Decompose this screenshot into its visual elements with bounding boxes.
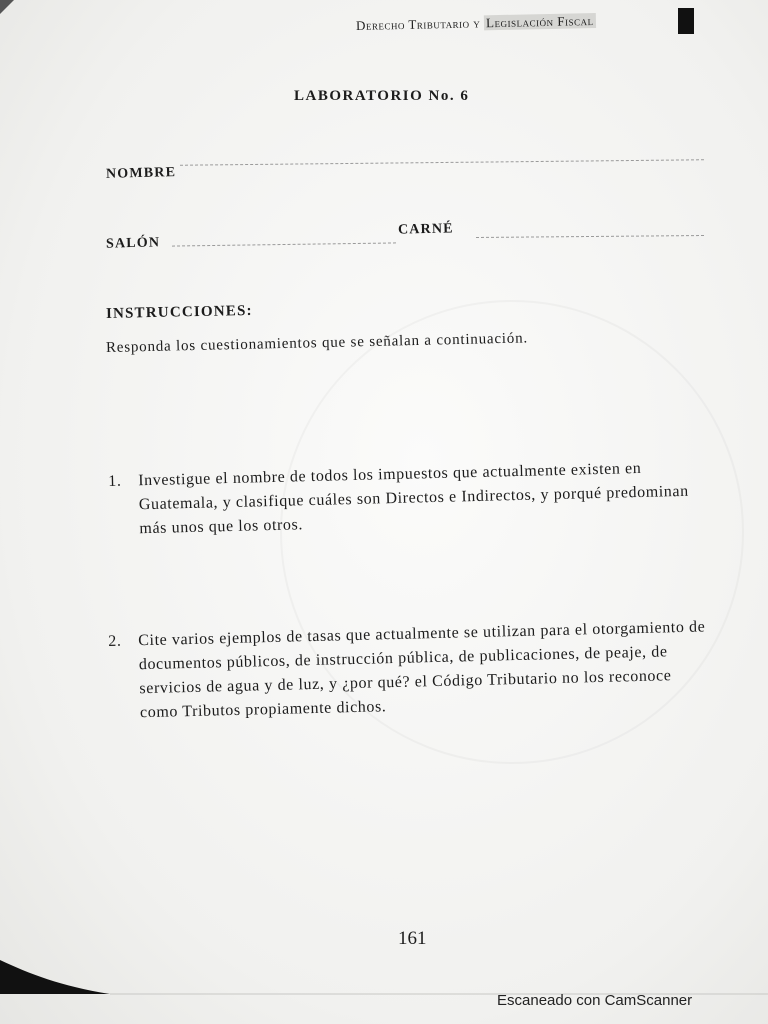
- page-number: 161: [398, 928, 427, 949]
- room-label: SALÓN: [105, 235, 161, 252]
- instructions-heading: INSTRUCCIONES:: [105, 302, 253, 322]
- question-number: 2.: [108, 632, 122, 650]
- question-text: Cite varios ejemplos de tasas que actualmente se utilizan para el otorgamiento de documentos públicos, de instrucción pública, de publicaciones, de peaje, de servicios de agua y de luz, y ¿por qué? el Código Tributario no los reconoce como Tributos propiamente dichos.: [138, 618, 706, 722]
- question-number: 1.: [108, 472, 122, 490]
- question-2: [108, 615, 710, 726]
- running-header-main: Derecho Tributario y: [355, 15, 485, 33]
- running-header: [356, 13, 596, 34]
- lab-title: LABORATORIO No. 6: [294, 88, 470, 104]
- question-1: [108, 455, 710, 542]
- header-black-marker: [678, 8, 694, 34]
- room-field-line[interactable]: [172, 242, 396, 246]
- name-label: NOMBRE: [105, 165, 177, 182]
- scanner-watermark: Escaneado con CamScanner: [497, 992, 693, 1009]
- running-header-highlight: Legislación Fiscal: [485, 13, 594, 31]
- id-label: CARNÉ: [397, 221, 454, 238]
- name-field-line[interactable]: [180, 159, 704, 165]
- question-text: Investigue el nombre de todos los impuestos que actualmente existen en Guatemala, y clasifique cuáles son Directos e Indirectos, y porqué predominan más unos que los otros.: [138, 459, 689, 538]
- instructions-text: Responda los cuestionamientos que se señalan a continuación.: [105, 330, 529, 356]
- id-field-line[interactable]: [476, 235, 704, 238]
- scan-corner-shadow: [0, 0, 14, 14]
